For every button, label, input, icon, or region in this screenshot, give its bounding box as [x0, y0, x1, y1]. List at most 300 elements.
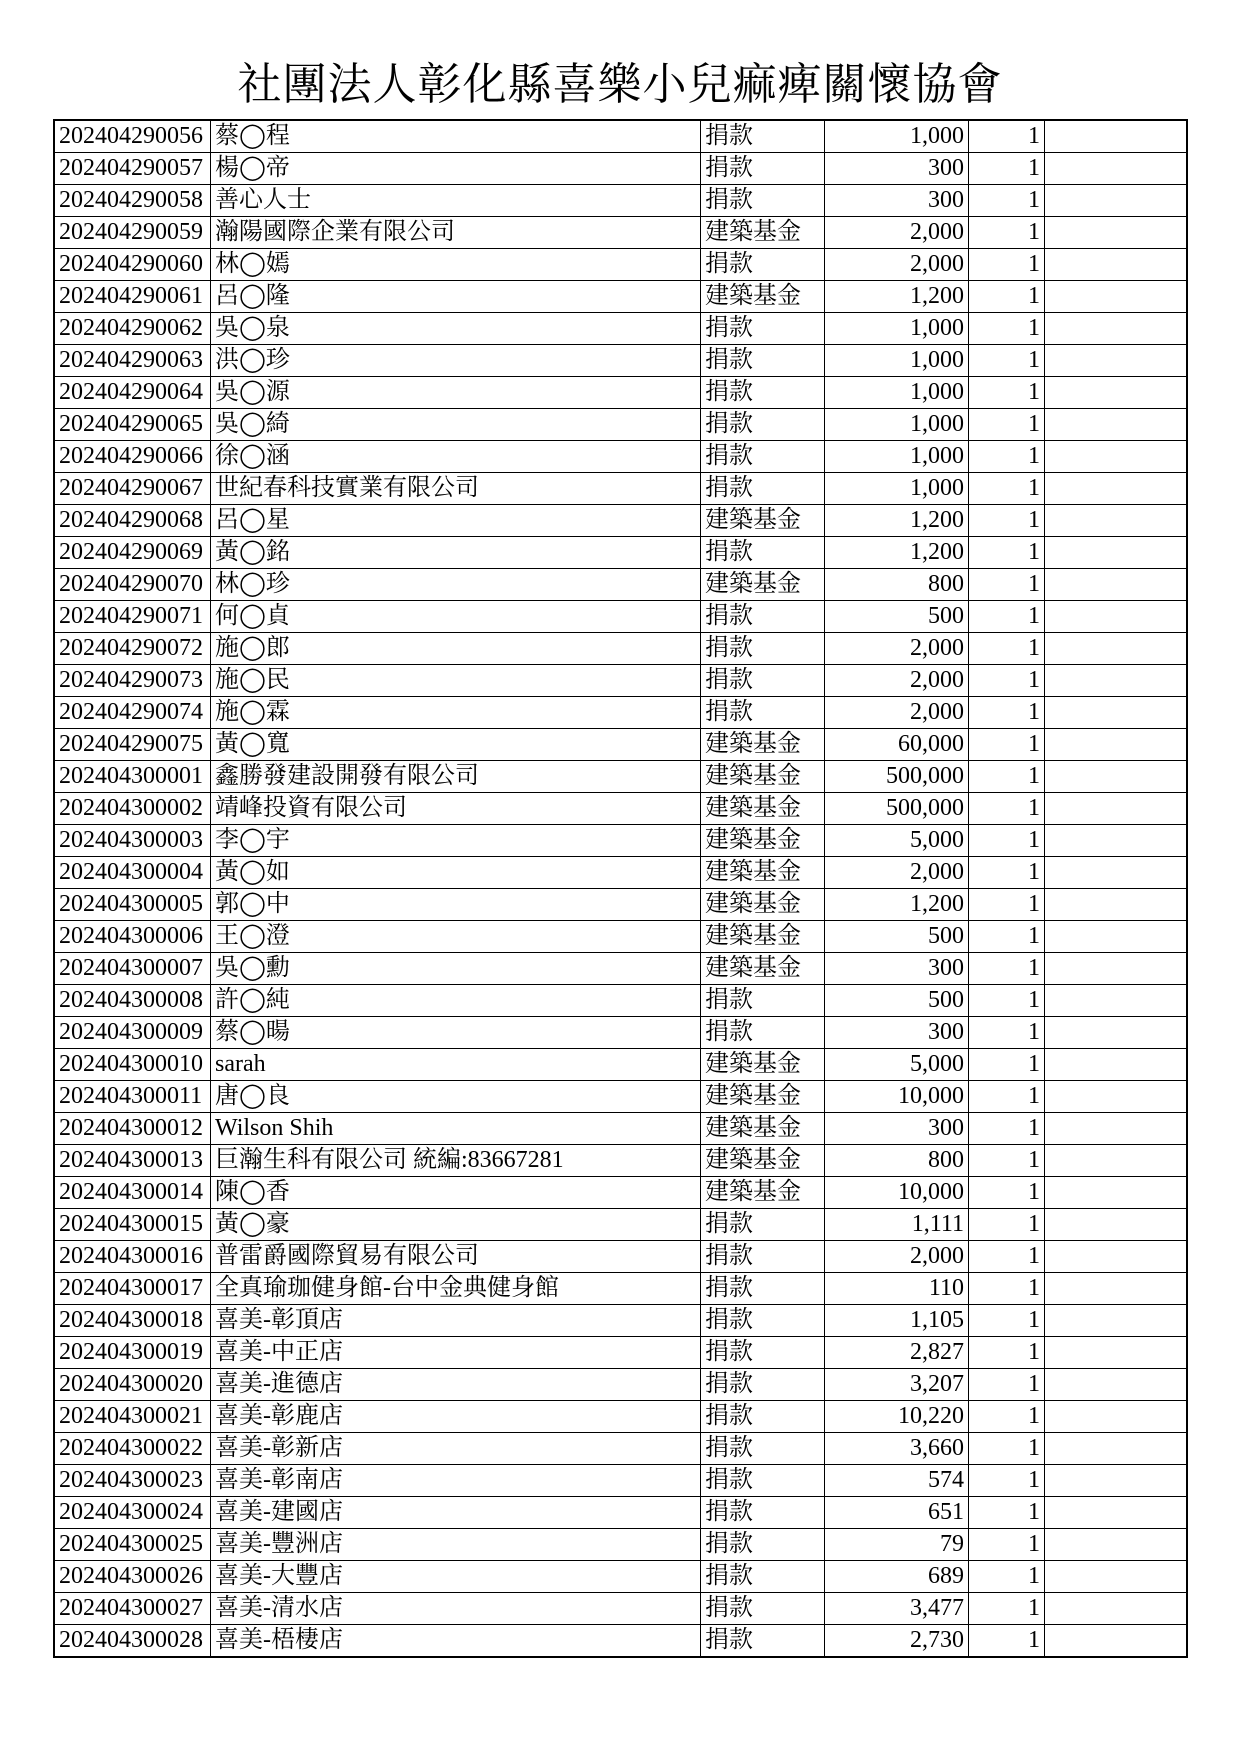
table-row — [55, 1145, 1187, 1177]
donor-name-cell: 喜美-中正店 — [211, 1337, 701, 1369]
count-cell: 1 — [969, 473, 1045, 505]
receipt-number-cell: 202404300018 — [55, 1305, 211, 1337]
receipt-number-cell: 202404300028 — [55, 1625, 211, 1657]
table-row — [55, 825, 1187, 857]
amount-cell: 1,000 — [825, 345, 969, 377]
donation-type-cell: 建築基金 — [701, 1113, 825, 1145]
table-row — [55, 857, 1187, 889]
amount-cell: 800 — [825, 1145, 969, 1177]
note-cell — [1045, 1369, 1187, 1401]
amount-cell: 1,200 — [825, 505, 969, 537]
amount-cell: 500,000 — [825, 761, 969, 793]
note-cell — [1045, 1177, 1187, 1209]
donor-name-cell: 喜美-豐洲店 — [211, 1529, 701, 1561]
count-cell: 1 — [969, 1401, 1045, 1433]
amount-cell: 5,000 — [825, 825, 969, 857]
donation-type-cell: 建築基金 — [701, 761, 825, 793]
donor-name-cell: 徐◯涵 — [211, 441, 701, 473]
amount-cell: 800 — [825, 569, 969, 601]
amount-cell: 500 — [825, 985, 969, 1017]
receipt-number-cell: 202404290071 — [55, 601, 211, 633]
donation-type-cell: 捐款 — [701, 1337, 825, 1369]
table-row — [55, 1273, 1187, 1305]
receipt-number-cell: 202404300019 — [55, 1337, 211, 1369]
table-row — [55, 1017, 1187, 1049]
donor-name-cell: 許◯純 — [211, 985, 701, 1017]
note-cell — [1045, 665, 1187, 697]
donor-name-cell: 鑫勝發建設開發有限公司 — [211, 761, 701, 793]
donation-type-cell: 捐款 — [701, 1209, 825, 1241]
receipt-number-cell: 202404300010 — [55, 1049, 211, 1081]
donation-type-cell: 建築基金 — [701, 1145, 825, 1177]
count-cell: 1 — [969, 1561, 1045, 1593]
donor-name-cell: 黃◯豪 — [211, 1209, 701, 1241]
donation-type-cell: 建築基金 — [701, 1049, 825, 1081]
count-cell: 1 — [969, 1529, 1045, 1561]
amount-cell: 3,207 — [825, 1369, 969, 1401]
amount-cell: 500 — [825, 601, 969, 633]
count-cell: 1 — [969, 729, 1045, 761]
note-cell — [1045, 1017, 1187, 1049]
amount-cell: 300 — [825, 153, 969, 185]
note-cell — [1045, 601, 1187, 633]
note-cell — [1045, 1561, 1187, 1593]
receipt-number-cell: 202404290070 — [55, 569, 211, 601]
receipt-number-cell: 202404300002 — [55, 793, 211, 825]
receipt-number-cell: 202404290056 — [55, 121, 211, 153]
amount-cell: 300 — [825, 185, 969, 217]
receipt-number-cell: 202404300014 — [55, 1177, 211, 1209]
table-row — [55, 1625, 1187, 1657]
donation-type-cell: 捐款 — [701, 313, 825, 345]
note-cell — [1045, 1337, 1187, 1369]
amount-cell: 110 — [825, 1273, 969, 1305]
note-cell — [1045, 313, 1187, 345]
amount-cell: 1,000 — [825, 377, 969, 409]
donation-type-cell: 捐款 — [701, 665, 825, 697]
note-cell — [1045, 441, 1187, 473]
count-cell: 1 — [969, 665, 1045, 697]
donation-type-cell: 捐款 — [701, 1561, 825, 1593]
count-cell: 1 — [969, 281, 1045, 313]
donor-name-cell: 黃◯銘 — [211, 537, 701, 569]
donor-name-cell: 林◯嫣 — [211, 249, 701, 281]
note-cell — [1045, 793, 1187, 825]
table-row — [55, 217, 1187, 249]
count-cell: 1 — [969, 1497, 1045, 1529]
table-row — [55, 665, 1187, 697]
amount-cell: 3,477 — [825, 1593, 969, 1625]
donation-type-cell: 建築基金 — [701, 281, 825, 313]
amount-cell: 1,105 — [825, 1305, 969, 1337]
donation-type-cell: 捐款 — [701, 185, 825, 217]
note-cell — [1045, 569, 1187, 601]
receipt-number-cell: 202404300009 — [55, 1017, 211, 1049]
note-cell — [1045, 473, 1187, 505]
amount-cell: 10,000 — [825, 1177, 969, 1209]
table-row — [55, 601, 1187, 633]
donor-name-cell: 喜美-梧棲店 — [211, 1625, 701, 1657]
table-row — [55, 1241, 1187, 1273]
note-cell — [1045, 1529, 1187, 1561]
donor-name-cell: 靖峰投資有限公司 — [211, 793, 701, 825]
amount-cell: 2,000 — [825, 665, 969, 697]
count-cell: 1 — [969, 121, 1045, 153]
receipt-number-cell: 202404300015 — [55, 1209, 211, 1241]
receipt-number-cell: 202404300017 — [55, 1273, 211, 1305]
donor-name-cell: 唐◯良 — [211, 1081, 701, 1113]
table-row — [55, 1369, 1187, 1401]
note-cell — [1045, 1081, 1187, 1113]
donor-name-cell: 善心人士 — [211, 185, 701, 217]
donor-name-cell: 瀚陽國際企業有限公司 — [211, 217, 701, 249]
donor-name-cell: 喜美-清水店 — [211, 1593, 701, 1625]
receipt-number-cell: 202404300024 — [55, 1497, 211, 1529]
donation-type-cell: 建築基金 — [701, 729, 825, 761]
donor-name-cell: 林◯珍 — [211, 569, 701, 601]
count-cell: 1 — [969, 1369, 1045, 1401]
document-title: 社團法人彰化縣喜樂小兒痲痺關懷協會 — [237, 60, 1003, 109]
donation-type-cell: 捐款 — [701, 1497, 825, 1529]
donation-type-cell: 捐款 — [701, 601, 825, 633]
donation-type-cell: 建築基金 — [701, 953, 825, 985]
count-cell: 1 — [969, 1049, 1045, 1081]
donor-name-cell: 呂◯隆 — [211, 281, 701, 313]
receipt-number-cell: 202404290074 — [55, 697, 211, 729]
count-cell: 1 — [969, 377, 1045, 409]
donation-type-cell: 捐款 — [701, 1625, 825, 1657]
amount-cell: 1,200 — [825, 537, 969, 569]
note-cell — [1045, 217, 1187, 249]
count-cell: 1 — [969, 313, 1045, 345]
amount-cell: 1,000 — [825, 473, 969, 505]
note-cell — [1045, 953, 1187, 985]
amount-cell: 2,730 — [825, 1625, 969, 1657]
count-cell: 1 — [969, 1273, 1045, 1305]
receipt-number-cell: 202404300013 — [55, 1145, 211, 1177]
donor-name-cell: 喜美-彰新店 — [211, 1433, 701, 1465]
count-cell: 1 — [969, 441, 1045, 473]
amount-cell: 60,000 — [825, 729, 969, 761]
amount-cell: 5,000 — [825, 1049, 969, 1081]
receipt-number-cell: 202404290073 — [55, 665, 211, 697]
count-cell: 1 — [969, 921, 1045, 953]
donation-type-cell: 建築基金 — [701, 1177, 825, 1209]
amount-cell: 1,000 — [825, 313, 969, 345]
receipt-number-cell: 202404300011 — [55, 1081, 211, 1113]
table-row — [55, 985, 1187, 1017]
note-cell — [1045, 1593, 1187, 1625]
donation-type-cell: 建築基金 — [701, 825, 825, 857]
donation-type-cell: 捐款 — [701, 249, 825, 281]
count-cell: 1 — [969, 601, 1045, 633]
donor-name-cell: 呂◯星 — [211, 505, 701, 537]
amount-cell: 10,000 — [825, 1081, 969, 1113]
amount-cell: 300 — [825, 953, 969, 985]
receipt-number-cell: 202404300016 — [55, 1241, 211, 1273]
count-cell: 1 — [969, 569, 1045, 601]
receipt-number-cell: 202404300004 — [55, 857, 211, 889]
note-cell — [1045, 377, 1187, 409]
donation-type-cell: 捐款 — [701, 121, 825, 153]
amount-cell: 1,000 — [825, 121, 969, 153]
donor-name-cell: 喜美-建國店 — [211, 1497, 701, 1529]
count-cell: 1 — [969, 409, 1045, 441]
count-cell: 1 — [969, 345, 1045, 377]
donor-name-cell: Wilson Shih — [211, 1113, 701, 1145]
donor-name-cell: 施◯郎 — [211, 633, 701, 665]
table-row — [55, 1529, 1187, 1561]
table-row — [55, 185, 1187, 217]
note-cell — [1045, 185, 1187, 217]
table-row — [55, 1561, 1187, 1593]
note-cell — [1045, 729, 1187, 761]
receipt-number-cell: 202404290059 — [55, 217, 211, 249]
donation-type-cell: 捐款 — [701, 473, 825, 505]
count-cell: 1 — [969, 953, 1045, 985]
donation-type-cell: 捐款 — [701, 345, 825, 377]
donor-name-cell: 巨瀚生科有限公司 統編:83667281 — [211, 1145, 701, 1177]
donor-name-cell: 世紀春科技實業有限公司 — [211, 473, 701, 505]
receipt-number-cell: 202404300020 — [55, 1369, 211, 1401]
receipt-number-cell: 202404300005 — [55, 889, 211, 921]
count-cell: 1 — [969, 857, 1045, 889]
table-row — [55, 633, 1187, 665]
amount-cell: 2,000 — [825, 1241, 969, 1273]
amount-cell: 300 — [825, 1017, 969, 1049]
note-cell — [1045, 633, 1187, 665]
donor-name-cell: 喜美-彰南店 — [211, 1465, 701, 1497]
table-row — [55, 1465, 1187, 1497]
receipt-number-cell: 202404300006 — [55, 921, 211, 953]
count-cell: 1 — [969, 697, 1045, 729]
donor-name-cell: 吳◯勳 — [211, 953, 701, 985]
note-cell — [1045, 1401, 1187, 1433]
table-row — [55, 1177, 1187, 1209]
table-row — [55, 1081, 1187, 1113]
receipt-number-cell: 202404300003 — [55, 825, 211, 857]
count-cell: 1 — [969, 249, 1045, 281]
donation-type-cell: 捐款 — [701, 697, 825, 729]
note-cell — [1045, 889, 1187, 921]
count-cell: 1 — [969, 1081, 1045, 1113]
receipt-number-cell: 202404300001 — [55, 761, 211, 793]
receipt-number-cell: 202404300025 — [55, 1529, 211, 1561]
table-row — [55, 921, 1187, 953]
donation-type-cell: 捐款 — [701, 1401, 825, 1433]
amount-cell: 3,660 — [825, 1433, 969, 1465]
receipt-number-cell: 202404300008 — [55, 985, 211, 1017]
amount-cell: 10,220 — [825, 1401, 969, 1433]
donation-type-cell: 建築基金 — [701, 921, 825, 953]
receipt-number-cell: 202404300026 — [55, 1561, 211, 1593]
donation-type-cell: 建築基金 — [701, 793, 825, 825]
table-row — [55, 1209, 1187, 1241]
table-row — [55, 1401, 1187, 1433]
count-cell: 1 — [969, 185, 1045, 217]
count-cell: 1 — [969, 1593, 1045, 1625]
note-cell — [1045, 249, 1187, 281]
amount-cell: 1,000 — [825, 409, 969, 441]
donor-name-cell: 施◯霖 — [211, 697, 701, 729]
receipt-number-cell: 202404300007 — [55, 953, 211, 985]
receipt-number-cell: 202404300022 — [55, 1433, 211, 1465]
donor-name-cell: 吳◯綺 — [211, 409, 701, 441]
note-cell — [1045, 505, 1187, 537]
note-cell — [1045, 121, 1187, 153]
donation-type-cell: 捐款 — [701, 409, 825, 441]
donation-type-cell: 捐款 — [701, 1465, 825, 1497]
amount-cell: 500,000 — [825, 793, 969, 825]
donation-type-cell: 捐款 — [701, 1241, 825, 1273]
donor-name-cell: 喜美-大豐店 — [211, 1561, 701, 1593]
count-cell: 1 — [969, 1433, 1045, 1465]
table-row — [55, 313, 1187, 345]
note-cell — [1045, 985, 1187, 1017]
note-cell — [1045, 1209, 1187, 1241]
count-cell: 1 — [969, 633, 1045, 665]
table-row — [55, 1433, 1187, 1465]
note-cell — [1045, 1145, 1187, 1177]
donor-name-cell: 何◯貞 — [211, 601, 701, 633]
donor-name-cell: 李◯宇 — [211, 825, 701, 857]
donor-name-cell: 吳◯源 — [211, 377, 701, 409]
count-cell: 1 — [969, 825, 1045, 857]
count-cell: 1 — [969, 1337, 1045, 1369]
receipt-number-cell: 202404290072 — [55, 633, 211, 665]
table-row — [55, 569, 1187, 601]
receipt-number-cell: 202404290068 — [55, 505, 211, 537]
table-row — [55, 697, 1187, 729]
table-row — [55, 761, 1187, 793]
donation-type-cell: 捐款 — [701, 153, 825, 185]
receipt-number-cell: 202404290057 — [55, 153, 211, 185]
count-cell: 1 — [969, 1625, 1045, 1657]
note-cell — [1045, 697, 1187, 729]
count-cell: 1 — [969, 985, 1045, 1017]
donor-name-cell: 普雷爵國際貿易有限公司 — [211, 1241, 701, 1273]
donation-type-cell: 建築基金 — [701, 505, 825, 537]
donor-name-cell: 王◯澄 — [211, 921, 701, 953]
donation-type-cell: 捐款 — [701, 985, 825, 1017]
receipt-number-cell: 202404290067 — [55, 473, 211, 505]
note-cell — [1045, 409, 1187, 441]
count-cell: 1 — [969, 1113, 1045, 1145]
donation-type-cell: 捐款 — [701, 1593, 825, 1625]
count-cell: 1 — [969, 1305, 1045, 1337]
table-row — [55, 505, 1187, 537]
donor-name-cell: 黃◯寬 — [211, 729, 701, 761]
donation-type-cell: 捐款 — [701, 1369, 825, 1401]
amount-cell: 2,000 — [825, 697, 969, 729]
note-cell — [1045, 825, 1187, 857]
donor-name-cell: 洪◯珍 — [211, 345, 701, 377]
table-row — [55, 793, 1187, 825]
donation-type-cell: 建築基金 — [701, 889, 825, 921]
table-row — [55, 441, 1187, 473]
receipt-number-cell: 202404300012 — [55, 1113, 211, 1145]
donation-type-cell: 捐款 — [701, 1017, 825, 1049]
donor-name-cell: 郭◯中 — [211, 889, 701, 921]
count-cell: 1 — [969, 1017, 1045, 1049]
donor-name-cell: 蔡◯暘 — [211, 1017, 701, 1049]
donor-name-cell: 吳◯泉 — [211, 313, 701, 345]
donation-ledger-table — [54, 120, 1187, 1657]
note-cell — [1045, 1465, 1187, 1497]
count-cell: 1 — [969, 761, 1045, 793]
donation-type-cell: 捐款 — [701, 1433, 825, 1465]
donation-type-cell: 捐款 — [701, 1305, 825, 1337]
note-cell — [1045, 1273, 1187, 1305]
count-cell: 1 — [969, 889, 1045, 921]
receipt-number-cell: 202404300027 — [55, 1593, 211, 1625]
donation-type-cell: 捐款 — [701, 377, 825, 409]
donor-name-cell: 黃◯如 — [211, 857, 701, 889]
note-cell — [1045, 153, 1187, 185]
table-row — [55, 249, 1187, 281]
donation-type-cell: 建築基金 — [701, 569, 825, 601]
count-cell: 1 — [969, 1465, 1045, 1497]
table-row — [55, 1305, 1187, 1337]
table-row — [55, 1497, 1187, 1529]
donor-name-cell: 蔡◯程 — [211, 121, 701, 153]
donation-type-cell: 捐款 — [701, 1529, 825, 1561]
count-cell: 1 — [969, 1209, 1045, 1241]
count-cell: 1 — [969, 1241, 1045, 1273]
amount-cell: 574 — [825, 1465, 969, 1497]
note-cell — [1045, 1497, 1187, 1529]
table-row — [55, 729, 1187, 761]
donation-type-cell: 捐款 — [701, 633, 825, 665]
note-cell — [1045, 537, 1187, 569]
table-row — [55, 345, 1187, 377]
count-cell: 1 — [969, 153, 1045, 185]
amount-cell: 689 — [825, 1561, 969, 1593]
note-cell — [1045, 921, 1187, 953]
amount-cell: 300 — [825, 1113, 969, 1145]
donor-name-cell: 喜美-彰頂店 — [211, 1305, 701, 1337]
amount-cell: 500 — [825, 921, 969, 953]
table-row — [55, 1337, 1187, 1369]
count-cell: 1 — [969, 217, 1045, 249]
donation-type-cell: 建築基金 — [701, 857, 825, 889]
table-row — [55, 953, 1187, 985]
donation-type-cell: 建築基金 — [701, 217, 825, 249]
receipt-number-cell: 202404300021 — [55, 1401, 211, 1433]
receipt-number-cell: 202404290060 — [55, 249, 211, 281]
receipt-number-cell: 202404290066 — [55, 441, 211, 473]
note-cell — [1045, 761, 1187, 793]
count-cell: 1 — [969, 505, 1045, 537]
note-cell — [1045, 1305, 1187, 1337]
amount-cell: 1,200 — [825, 889, 969, 921]
donor-name-cell: 喜美-進德店 — [211, 1369, 701, 1401]
receipt-number-cell: 202404300023 — [55, 1465, 211, 1497]
receipt-number-cell: 202404290062 — [55, 313, 211, 345]
donor-name-cell: 全真瑜珈健身館-台中金典健身館 — [211, 1273, 701, 1305]
donor-name-cell: 陳◯香 — [211, 1177, 701, 1209]
table-row — [55, 473, 1187, 505]
note-cell — [1045, 1241, 1187, 1273]
ledger-body — [55, 121, 1187, 1657]
note-cell — [1045, 281, 1187, 313]
table-row — [55, 281, 1187, 313]
table-row — [55, 121, 1187, 153]
donor-name-cell: 喜美-彰鹿店 — [211, 1401, 701, 1433]
note-cell — [1045, 1433, 1187, 1465]
amount-cell: 2,000 — [825, 633, 969, 665]
receipt-number-cell: 202404290069 — [55, 537, 211, 569]
